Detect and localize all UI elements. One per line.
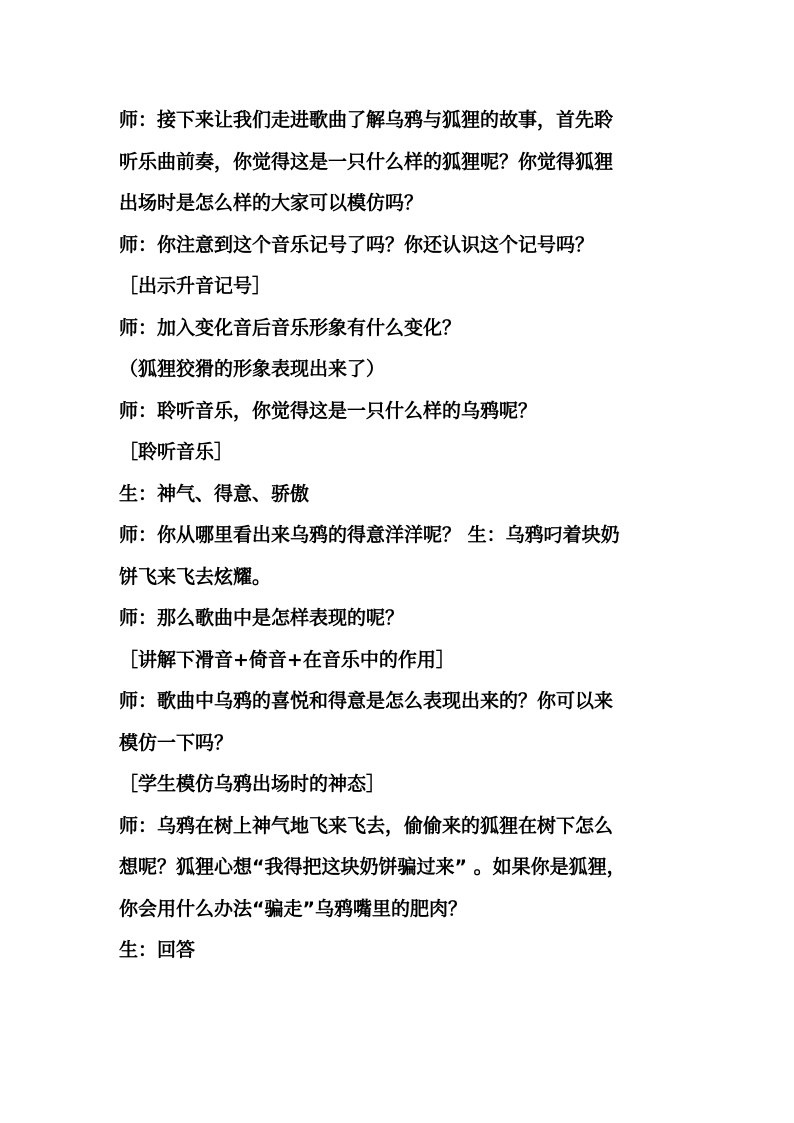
text-line: （狐狸狡猾的形象表现出来了） <box>119 358 386 380</box>
text-line: 师：接下来让我们走进歌曲了解乌鸦与狐狸的故事，首先聆 <box>119 109 614 131</box>
text-line: ［聆听音乐］ <box>119 441 234 463</box>
text-line: 师：歌曲中乌鸦的喜悦和得意是怎么表现出来的？你可以来 <box>119 690 614 712</box>
text-line: 师：乌鸦在树上神气地飞来飞去，偷偷来的狐狸在树下怎么 <box>119 814 614 837</box>
text-line: 师：那么歌曲中是怎样表现的呢？ <box>119 607 405 629</box>
text-line: 师：加入变化音后音乐形象有什么变化？ <box>119 316 462 339</box>
text-line: 生：回答 <box>119 939 196 961</box>
text-line: 你会用什么办法“骗走”乌鸦嘴里的肥肉？ <box>119 897 467 920</box>
text-line: 出场时是怎么样的大家可以模仿吗？ <box>119 192 424 214</box>
text-line: 生：神气、得意、骄傲 <box>119 482 310 505</box>
text-line: 饼飞来飞去炫耀。 <box>119 565 272 588</box>
text-line: 师：你从哪里看出来乌鸦的得意洋洋呢？ 生：乌鸦叼着块奶 <box>119 524 620 546</box>
text-line: 想呢？狐狸心想“我得把这块奶饼骗过来” 。如果你是狐狸， <box>119 856 626 878</box>
text-line: ［出示升音记号］ <box>119 275 272 297</box>
text-line: ［学生模仿乌鸦出场时的神态］ <box>119 773 386 795</box>
document-body <box>119 100 675 972</box>
text-line: ［讲解下滑音+倚音+在音乐中的作用］ <box>119 648 455 671</box>
text-line: 听乐曲前奏，你觉得这是一只什么样的狐狸呢？你觉得狐狸 <box>119 150 614 173</box>
text-line: 模仿一下吗？ <box>119 731 234 754</box>
text-line: 师：你注意到这个音乐记号了吗？你还认识这个记号吗？ <box>119 233 595 256</box>
text-line: 师：聆听音乐，你觉得这是一只什么样的乌鸦呢？ <box>119 399 538 422</box>
